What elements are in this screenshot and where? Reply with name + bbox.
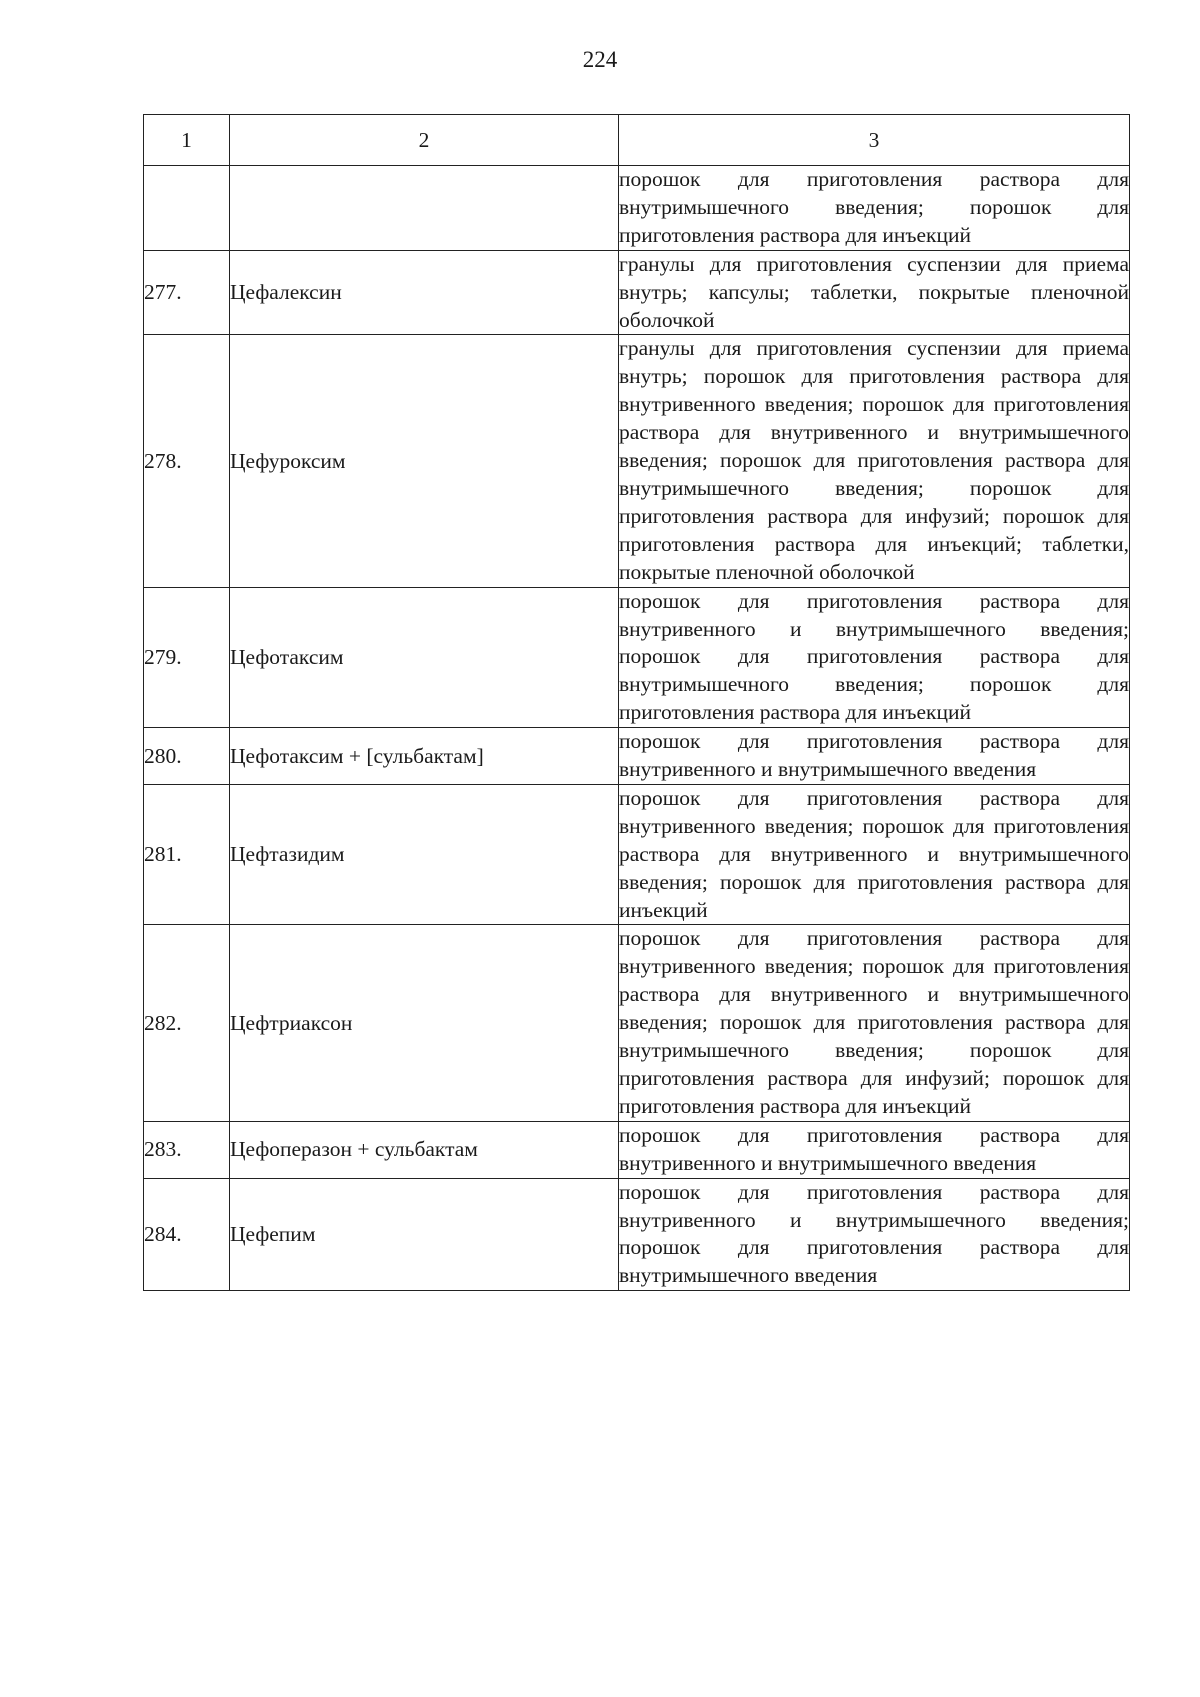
dosage-forms: порошок для приготовления раствора для внутривенного введения; порошок для приготовления раствора для внутривенного и внутримышечного введения; порошок для приготовления раствора для внутримышечного введения; порошок для приготовления раствора для инфузий; порошок для приготовления раствора для инъекций — [619, 925, 1130, 1121]
table-row — [144, 728, 1130, 785]
drug-name: Цефуроксим — [230, 335, 619, 587]
column-header-name: 2 — [230, 115, 619, 166]
dosage-forms: порошок для приготовления раствора для внутривенного и внутримышечного введения — [619, 1121, 1130, 1178]
row-number: 277. — [144, 250, 230, 335]
drug-name: Цефтазидим — [230, 784, 619, 925]
table-row — [144, 250, 1130, 335]
dosage-forms: гранулы для приготовления суспензии для приема внутрь; порошок для приготовления раствора для внутривенного введения; порошок для приготовления раствора для внутривенного и внутримышечного введения; порошок для приготовления раствора для внутримышечного введения; порошок для приготовления раствора для инфузий; порошок для приготовления раствора для инъекций; таблетки, покрытые пленочной оболочкой — [619, 335, 1130, 587]
dosage-forms: порошок для приготовления раствора для внутривенного введения; порошок для приготовления раствора для внутривенного и внутримышечного введения; порошок для приготовления раствора для инъекций — [619, 784, 1130, 925]
table-row — [144, 1121, 1130, 1178]
table-row — [144, 925, 1130, 1121]
table-row — [144, 166, 1130, 251]
row-number — [144, 166, 230, 251]
drug-name: Цефтриаксон — [230, 925, 619, 1121]
row-number: 279. — [144, 587, 230, 728]
table-row — [144, 587, 1130, 728]
row-number: 278. — [144, 335, 230, 587]
dosage-forms: порошок для приготовления раствора для внутримышечного введения; порошок для приготовления раствора для инъекций — [619, 166, 1130, 251]
dosage-forms: порошок для приготовления раствора для внутривенного и внутримышечного введения; порошок для приготовления раствора для внутримышечного введения; порошок для приготовления раствора для инъекций — [619, 587, 1130, 728]
table-row — [144, 335, 1130, 587]
drug-name: Цефотаксим + [сульбактам] — [230, 728, 619, 785]
row-number: 281. — [144, 784, 230, 925]
drug-name: Цефепим — [230, 1178, 619, 1291]
drug-table — [143, 114, 1130, 1291]
column-header-number: 1 — [144, 115, 230, 166]
dosage-forms: гранулы для приготовления суспензии для приема внутрь; капсулы; таблетки, покрытые пленочной оболочкой — [619, 250, 1130, 335]
row-number: 280. — [144, 728, 230, 785]
drug-name: Цефотаксим — [230, 587, 619, 728]
row-number: 282. — [144, 925, 230, 1121]
column-header-form: 3 — [619, 115, 1130, 166]
table-row — [144, 1178, 1130, 1291]
table-header-row — [144, 115, 1130, 166]
drug-name: Цефалексин — [230, 250, 619, 335]
row-number: 283. — [144, 1121, 230, 1178]
row-number: 284. — [144, 1178, 230, 1291]
dosage-forms: порошок для приготовления раствора для внутривенного и внутримышечного введения; порошок для приготовления раствора для внутримышечного введения — [619, 1178, 1130, 1291]
drug-name — [230, 166, 619, 251]
table-row — [144, 784, 1130, 925]
page-number: 224 — [582, 47, 618, 72]
dosage-forms: порошок для приготовления раствора для внутривенного и внутримышечного введения — [619, 728, 1130, 785]
drug-name: Цефоперазон + сульбактам — [230, 1121, 619, 1178]
